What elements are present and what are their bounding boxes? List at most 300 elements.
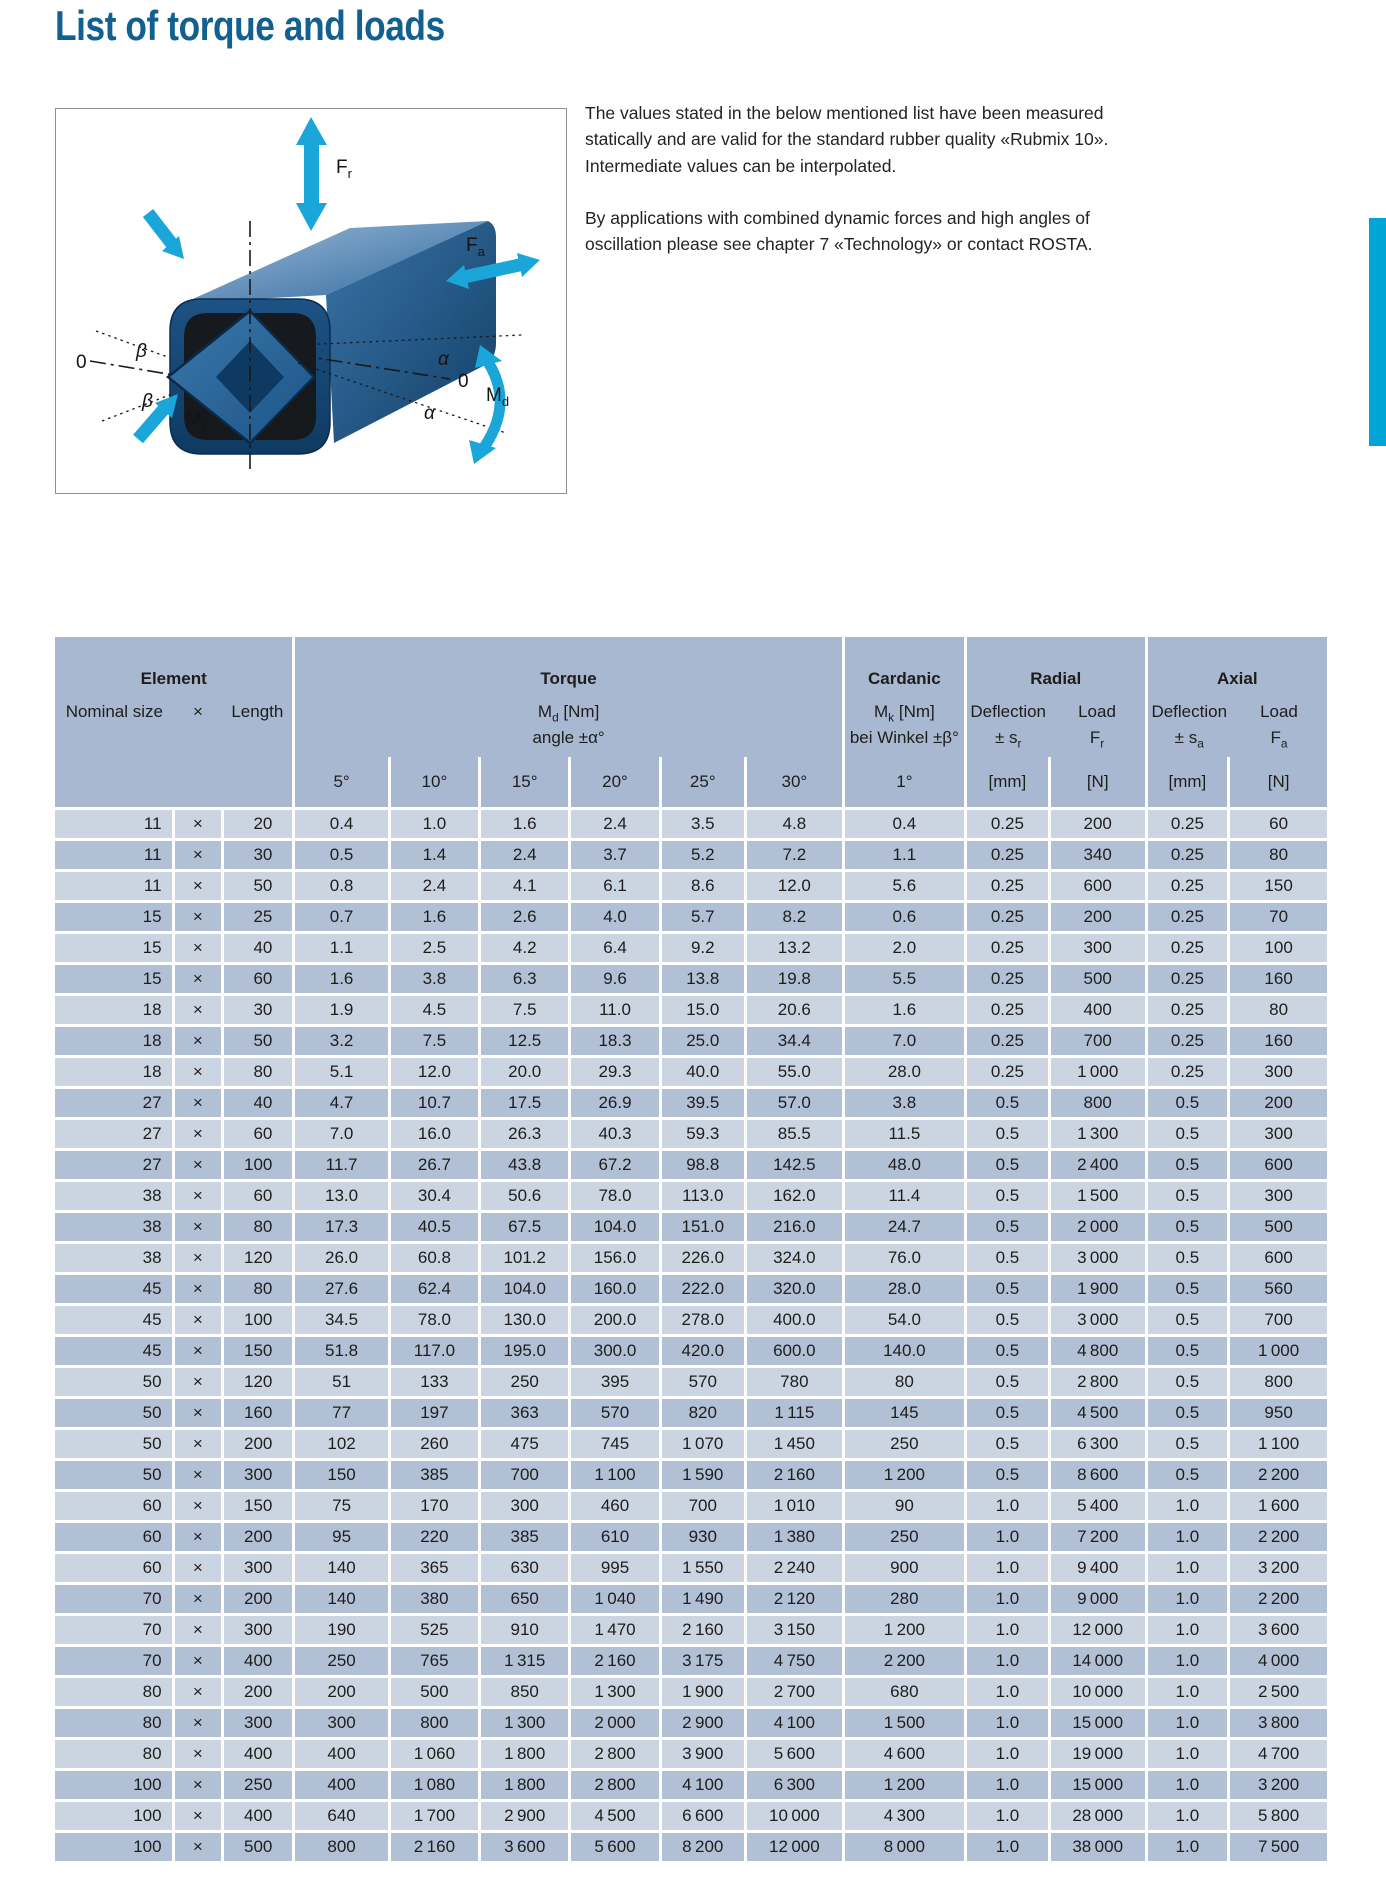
cell-torque-5: 26.0	[295, 1244, 390, 1275]
cell-torque-25: 5.7	[662, 903, 747, 934]
cell-radial-load: 14 000	[1051, 1647, 1148, 1678]
cell-radial-deflection: 0.25	[967, 841, 1051, 872]
cell-torque-30: 8.2	[747, 903, 845, 934]
cell-axial-deflection: 1.0	[1148, 1802, 1231, 1833]
cell-axial-deflection: 0.25	[1148, 903, 1231, 934]
cell-radial-deflection: 0.25	[967, 810, 1051, 841]
cell-torque-10: 7.5	[391, 1027, 481, 1058]
cell-times: ×	[175, 1585, 225, 1616]
cell-torque-10: 500	[391, 1678, 481, 1709]
cell-torque-15: 195.0	[481, 1337, 571, 1368]
units-torque-30: 30°	[747, 757, 845, 810]
cell-torque-30: 2 160	[747, 1461, 845, 1492]
cell-torque-25: 226.0	[662, 1244, 747, 1275]
cell-radial-load: 700	[1051, 1027, 1148, 1058]
table-row	[55, 1182, 1327, 1213]
cell-radial-load: 5 400	[1051, 1492, 1148, 1523]
cell-torque-10: 1 060	[391, 1740, 481, 1771]
cell-radial-load: 9 000	[1051, 1585, 1148, 1616]
cell-radial-load: 28 000	[1051, 1802, 1148, 1833]
intro-text	[585, 100, 1147, 257]
cell-length: 300	[224, 1709, 295, 1740]
cell-cardanic: 1.6	[845, 996, 967, 1027]
cell-torque-15: 4.2	[481, 934, 571, 965]
cell-torque-20: 3.7	[571, 841, 661, 872]
cell-radial-load: 4 500	[1051, 1399, 1148, 1430]
cell-torque-10: 380	[391, 1585, 481, 1616]
cell-radial-load: 1 900	[1051, 1275, 1148, 1306]
cell-torque-5: 34.5	[295, 1306, 390, 1337]
cell-torque-5: 140	[295, 1585, 390, 1616]
table-row	[55, 1616, 1327, 1647]
intro-paragraph-2: By applications with combined dynamic forces and high angles of oscillation please see chapter 7 «Technology» or contact ROSTA.	[585, 207, 1093, 254]
cell-nominal-size: 100	[55, 1833, 175, 1864]
cell-axial-deflection: 1.0	[1148, 1740, 1231, 1771]
cell-torque-10: 12.0	[391, 1058, 481, 1089]
cell-axial-deflection: 0.5	[1148, 1306, 1231, 1337]
table-row	[55, 1461, 1327, 1492]
table-row	[55, 1337, 1327, 1368]
cell-axial-load: 3 200	[1230, 1771, 1327, 1802]
label-beta-lower: β	[142, 391, 153, 412]
cell-cardanic: 48.0	[845, 1151, 967, 1182]
cell-axial-deflection: 0.5	[1148, 1461, 1231, 1492]
cell-torque-15: 850	[481, 1678, 571, 1709]
cell-torque-30: 162.0	[747, 1182, 845, 1213]
group-torque: Torque	[295, 637, 844, 691]
cell-torque-10: 78.0	[391, 1306, 481, 1337]
cell-torque-30: 7.2	[747, 841, 845, 872]
cell-torque-5: 800	[295, 1833, 390, 1864]
cell-cardanic: 7.0	[845, 1027, 967, 1058]
cell-torque-10: 365	[391, 1554, 481, 1585]
cell-times: ×	[175, 1430, 225, 1461]
cell-length: 25	[224, 903, 295, 934]
cell-radial-load: 38 000	[1051, 1833, 1148, 1864]
cell-length: 120	[224, 1368, 295, 1399]
cell-radial-deflection: 0.5	[967, 1182, 1051, 1213]
cell-torque-30: 4 100	[747, 1709, 845, 1740]
cell-axial-load: 800	[1230, 1368, 1327, 1399]
cell-torque-10: 2 160	[391, 1833, 481, 1864]
cell-axial-load: 5 800	[1230, 1802, 1327, 1833]
cell-nominal-size: 15	[55, 903, 175, 934]
cell-axial-load: 3 800	[1230, 1709, 1327, 1740]
cell-axial-load: 160	[1230, 965, 1327, 996]
cell-torque-10: 800	[391, 1709, 481, 1740]
cell-axial-load: 4 700	[1230, 1740, 1327, 1771]
label-fr: $F_r$	[336, 157, 352, 181]
cell-torque-15: 630	[481, 1554, 571, 1585]
cell-torque-15: 50.6	[481, 1182, 571, 1213]
cell-torque-15: 1 315	[481, 1647, 571, 1678]
cell-nominal-size: 50	[55, 1368, 175, 1399]
cell-length: 50	[224, 872, 295, 903]
cell-times: ×	[175, 1771, 225, 1802]
cell-axial-load: 7 500	[1230, 1833, 1327, 1864]
cell-cardanic: 3.8	[845, 1089, 967, 1120]
table-row	[55, 872, 1327, 903]
cell-torque-5: 400	[295, 1771, 390, 1802]
table-row	[55, 1430, 1327, 1461]
cell-nominal-size: 100	[55, 1802, 175, 1833]
table-row	[55, 1058, 1327, 1089]
cell-axial-deflection: 0.25	[1148, 996, 1231, 1027]
cell-axial-deflection: 0.5	[1148, 1089, 1231, 1120]
cell-torque-30: 4 750	[747, 1647, 845, 1678]
cell-radial-deflection: 0.5	[967, 1213, 1051, 1244]
cell-torque-25: 1 490	[662, 1585, 747, 1616]
cell-length: 120	[224, 1244, 295, 1275]
cell-torque-30: 400.0	[747, 1306, 845, 1337]
cell-torque-30: 2 240	[747, 1554, 845, 1585]
cell-length: 30	[224, 841, 295, 872]
cell-length: 150	[224, 1337, 295, 1368]
units-cardanic: 1°	[845, 757, 967, 810]
cell-axial-deflection: 1.0	[1148, 1585, 1231, 1616]
cell-torque-10: 197	[391, 1399, 481, 1430]
cell-radial-deflection: 0.5	[967, 1461, 1051, 1492]
cell-nominal-size: 38	[55, 1213, 175, 1244]
units-radial-n: [N]	[1051, 757, 1148, 810]
cell-torque-10: 2.5	[391, 934, 481, 965]
cell-torque-5: 0.4	[295, 810, 390, 841]
cell-times: ×	[175, 1058, 225, 1089]
cell-length: 400	[224, 1647, 295, 1678]
cell-length: 150	[224, 1492, 295, 1523]
cell-radial-deflection: 0.5	[967, 1399, 1051, 1430]
cell-torque-25: 25.0	[662, 1027, 747, 1058]
cell-torque-30: 1 115	[747, 1399, 845, 1430]
cell-radial-load: 19 000	[1051, 1740, 1148, 1771]
cell-cardanic: 24.7	[845, 1213, 967, 1244]
cell-cardanic: 0.6	[845, 903, 967, 934]
units-torque-25: 25°	[662, 757, 747, 810]
cell-torque-10: 40.5	[391, 1213, 481, 1244]
cell-length: 80	[224, 1213, 295, 1244]
cell-torque-20: 11.0	[571, 996, 661, 1027]
cell-torque-25: 113.0	[662, 1182, 747, 1213]
table-row	[55, 1709, 1327, 1740]
cell-radial-load: 340	[1051, 841, 1148, 872]
cell-torque-10: 30.4	[391, 1182, 481, 1213]
cell-torque-10: 60.8	[391, 1244, 481, 1275]
cell-torque-20: 40.3	[571, 1120, 661, 1151]
cell-torque-10: 1.0	[391, 810, 481, 841]
cell-axial-deflection: 0.25	[1148, 841, 1231, 872]
cell-axial-load: 300	[1230, 1058, 1327, 1089]
cell-axial-deflection: 0.25	[1148, 1058, 1231, 1089]
cell-torque-10: 26.7	[391, 1151, 481, 1182]
cell-axial-load: 80	[1230, 841, 1327, 872]
cell-times: ×	[175, 1554, 225, 1585]
cell-times: ×	[175, 1275, 225, 1306]
cell-length: 60	[224, 965, 295, 996]
cell-torque-5: 3.2	[295, 1027, 390, 1058]
cell-times: ×	[175, 1678, 225, 1709]
cell-torque-10: 525	[391, 1616, 481, 1647]
table-row	[55, 1678, 1327, 1709]
cell-torque-5: 1.6	[295, 965, 390, 996]
cell-cardanic: 1 500	[845, 1709, 967, 1740]
table-row	[55, 1275, 1327, 1306]
cell-torque-25: 3.5	[662, 810, 747, 841]
cell-torque-15: 4.1	[481, 872, 571, 903]
cell-torque-15: 26.3	[481, 1120, 571, 1151]
cell-torque-30: 19.8	[747, 965, 845, 996]
cell-radial-deflection: 0.25	[967, 934, 1051, 965]
cell-torque-30: 780	[747, 1368, 845, 1399]
chapter-index-tab	[1369, 218, 1386, 446]
cell-torque-10: 765	[391, 1647, 481, 1678]
cell-length: 200	[224, 1585, 295, 1616]
cell-torque-30: 3 150	[747, 1616, 845, 1647]
cell-torque-30: 12.0	[747, 872, 845, 903]
cell-torque-20: 200.0	[571, 1306, 661, 1337]
cell-cardanic: 54.0	[845, 1306, 967, 1337]
subheader-radial	[967, 691, 1148, 757]
cell-torque-25: 40.0	[662, 1058, 747, 1089]
group-radial: Radial	[967, 637, 1148, 691]
cell-length: 200	[224, 1678, 295, 1709]
cell-torque-15: 1 800	[481, 1771, 571, 1802]
cell-radial-load: 600	[1051, 872, 1148, 903]
cell-torque-10: 16.0	[391, 1120, 481, 1151]
cell-length: 60	[224, 1182, 295, 1213]
cell-torque-25: 1 590	[662, 1461, 747, 1492]
cell-torque-5: 300	[295, 1709, 390, 1740]
cell-nominal-size: 70	[55, 1647, 175, 1678]
cell-torque-15: 700	[481, 1461, 571, 1492]
cell-length: 50	[224, 1027, 295, 1058]
cell-torque-30: 85.5	[747, 1120, 845, 1151]
cell-radial-load: 12 000	[1051, 1616, 1148, 1647]
cell-torque-5: 7.0	[295, 1120, 390, 1151]
table-row	[55, 1027, 1327, 1058]
cell-nominal-size: 50	[55, 1461, 175, 1492]
cell-times: ×	[175, 1802, 225, 1833]
cell-axial-deflection: 1.0	[1148, 1678, 1231, 1709]
cell-torque-5: 51	[295, 1368, 390, 1399]
cell-torque-30: 5 600	[747, 1740, 845, 1771]
header-subtitle-row	[55, 691, 1327, 757]
table-row	[55, 965, 1327, 996]
label-mk: $M_k$	[186, 409, 209, 433]
label-zero-right: 0	[458, 371, 469, 392]
cell-cardanic: 80	[845, 1368, 967, 1399]
cell-nominal-size: 11	[55, 872, 175, 903]
cell-torque-15: 650	[481, 1585, 571, 1616]
cell-torque-20: 6.4	[571, 934, 661, 965]
cell-torque-15: 20.0	[481, 1058, 571, 1089]
cell-torque-30: 57.0	[747, 1089, 845, 1120]
cell-nominal-size: 18	[55, 1058, 175, 1089]
cell-axial-deflection: 0.5	[1148, 1213, 1231, 1244]
table-row	[55, 1647, 1327, 1678]
cell-times: ×	[175, 1337, 225, 1368]
cell-cardanic: 0.4	[845, 810, 967, 841]
cell-length: 200	[224, 1523, 295, 1554]
cell-axial-load: 560	[1230, 1275, 1327, 1306]
group-element: Element	[55, 637, 295, 691]
cell-radial-load: 10 000	[1051, 1678, 1148, 1709]
cell-nominal-size: 18	[55, 1027, 175, 1058]
cell-cardanic: 2.0	[845, 934, 967, 965]
cell-torque-30: 2 120	[747, 1585, 845, 1616]
cell-radial-deflection: 0.5	[967, 1151, 1051, 1182]
cell-torque-20: 745	[571, 1430, 661, 1461]
cell-radial-deflection: 0.5	[967, 1430, 1051, 1461]
units-torque-10: 10°	[391, 757, 481, 810]
cell-torque-15: 7.5	[481, 996, 571, 1027]
units-torque-5: 5°	[295, 757, 390, 810]
cell-torque-5: 0.8	[295, 872, 390, 903]
cell-torque-20: 2 000	[571, 1709, 661, 1740]
cell-radial-load: 7 200	[1051, 1523, 1148, 1554]
cell-cardanic: 680	[845, 1678, 967, 1709]
subheader-torque: $M_d$ [Nm] angle ±α°	[295, 691, 844, 757]
cell-torque-30: 600.0	[747, 1337, 845, 1368]
cell-torque-10: 220	[391, 1523, 481, 1554]
cell-radial-deflection: 0.5	[967, 1306, 1051, 1337]
cell-length: 250	[224, 1771, 295, 1802]
cell-nominal-size: 27	[55, 1151, 175, 1182]
cell-axial-deflection: 1.0	[1148, 1647, 1231, 1678]
cell-cardanic: 1 200	[845, 1771, 967, 1802]
table-row	[55, 1089, 1327, 1120]
cell-radial-deflection: 1.0	[967, 1585, 1051, 1616]
table-row	[55, 1244, 1327, 1275]
label-alpha-upper: α	[438, 349, 449, 370]
table-row	[55, 1151, 1327, 1182]
cell-torque-20: 1 300	[571, 1678, 661, 1709]
cell-times: ×	[175, 841, 225, 872]
cell-torque-25: 39.5	[662, 1089, 747, 1120]
label-zero-left: 0	[76, 352, 87, 373]
cell-axial-deflection: 0.25	[1148, 810, 1231, 841]
cell-cardanic: 1 200	[845, 1616, 967, 1647]
cell-length: 300	[224, 1616, 295, 1647]
cell-torque-20: 2 160	[571, 1647, 661, 1678]
cell-nominal-size: 70	[55, 1585, 175, 1616]
cell-axial-load: 300	[1230, 1182, 1327, 1213]
cell-axial-deflection: 0.5	[1148, 1430, 1231, 1461]
cell-nominal-size: 60	[55, 1523, 175, 1554]
cell-radial-deflection: 0.25	[967, 965, 1051, 996]
cell-torque-25: 8.6	[662, 872, 747, 903]
cell-torque-25: 98.8	[662, 1151, 747, 1182]
cell-nominal-size: 60	[55, 1554, 175, 1585]
cell-times: ×	[175, 1461, 225, 1492]
cell-axial-deflection: 1.0	[1148, 1616, 1231, 1647]
cell-torque-10: 1.6	[391, 903, 481, 934]
cell-radial-load: 1 300	[1051, 1120, 1148, 1151]
units-axial-n: [N]	[1230, 757, 1327, 810]
element-3d-illustration	[56, 109, 566, 493]
cell-axial-load: 2 200	[1230, 1523, 1327, 1554]
cell-torque-20: 460	[571, 1492, 661, 1523]
cell-axial-deflection: 0.25	[1148, 934, 1231, 965]
cell-torque-15: 6.3	[481, 965, 571, 996]
cell-axial-load: 1 600	[1230, 1492, 1327, 1523]
cell-torque-10: 62.4	[391, 1275, 481, 1306]
header-group-row	[55, 637, 1327, 691]
units-radial-mm: [mm]	[967, 757, 1051, 810]
cell-axial-deflection: 0.5	[1148, 1120, 1231, 1151]
cell-torque-5: 250	[295, 1647, 390, 1678]
cell-axial-deflection: 1.0	[1148, 1554, 1231, 1585]
cell-nominal-size: 18	[55, 996, 175, 1027]
cell-axial-load: 160	[1230, 1027, 1327, 1058]
cell-torque-20: 1 100	[571, 1461, 661, 1492]
cell-times: ×	[175, 1709, 225, 1740]
cell-times: ×	[175, 1399, 225, 1430]
cell-torque-20: 2 800	[571, 1771, 661, 1802]
col-nominal-size: Nominal size	[65, 702, 163, 721]
cell-torque-30: 6 300	[747, 1771, 845, 1802]
cell-axial-load: 300	[1230, 1120, 1327, 1151]
cell-cardanic: 900	[845, 1554, 967, 1585]
cell-nominal-size: 15	[55, 934, 175, 965]
subheader-element	[55, 691, 295, 757]
cell-torque-15: 1 800	[481, 1740, 571, 1771]
cell-radial-load: 400	[1051, 996, 1148, 1027]
cell-torque-5: 0.5	[295, 841, 390, 872]
cell-times: ×	[175, 1151, 225, 1182]
cell-torque-5: 51.8	[295, 1337, 390, 1368]
cell-torque-25: 13.8	[662, 965, 747, 996]
cell-cardanic: 5.6	[845, 872, 967, 903]
cell-length: 60	[224, 1120, 295, 1151]
cell-radial-deflection: 0.25	[967, 872, 1051, 903]
cell-nominal-size: 38	[55, 1244, 175, 1275]
cell-axial-load: 1 100	[1230, 1430, 1327, 1461]
cell-torque-30: 4.8	[747, 810, 845, 841]
cell-axial-load: 150	[1230, 872, 1327, 903]
cell-length: 80	[224, 1058, 295, 1089]
table-row	[55, 1740, 1327, 1771]
cell-torque-15: 1 300	[481, 1709, 571, 1740]
cell-torque-5: 13.0	[295, 1182, 390, 1213]
cell-radial-deflection: 0.25	[967, 903, 1051, 934]
cell-torque-25: 930	[662, 1523, 747, 1554]
cell-axial-load: 200	[1230, 1089, 1327, 1120]
table-row	[55, 1802, 1327, 1833]
cell-times: ×	[175, 903, 225, 934]
cell-times: ×	[175, 1244, 225, 1275]
cell-torque-15: 363	[481, 1399, 571, 1430]
cell-torque-20: 67.2	[571, 1151, 661, 1182]
cell-nominal-size: 80	[55, 1709, 175, 1740]
cell-torque-15: 104.0	[481, 1275, 571, 1306]
cell-torque-5: 640	[295, 1802, 390, 1833]
cell-times: ×	[175, 1647, 225, 1678]
cell-torque-5: 4.7	[295, 1089, 390, 1120]
cell-nominal-size: 45	[55, 1275, 175, 1306]
col-radial-deflection: Deflection ± $s_r$	[970, 702, 1047, 751]
cell-radial-load: 200	[1051, 810, 1148, 841]
cell-torque-20: 610	[571, 1523, 661, 1554]
rubber-element-body	[168, 221, 496, 454]
cell-cardanic: 2 200	[845, 1647, 967, 1678]
cell-torque-20: 1 040	[571, 1585, 661, 1616]
units-torque-15: 15°	[481, 757, 571, 810]
label-alpha-lower: α	[424, 403, 435, 424]
cell-torque-15: 2 900	[481, 1802, 571, 1833]
cell-radial-deflection: 1.0	[967, 1647, 1051, 1678]
cell-radial-deflection: 0.5	[967, 1368, 1051, 1399]
cell-times: ×	[175, 1089, 225, 1120]
